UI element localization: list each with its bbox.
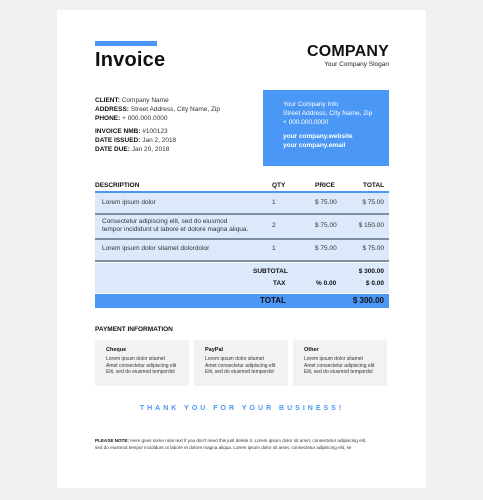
table-row: [95, 215, 389, 238]
date-due-label: DATE DUE:: [95, 146, 130, 153]
company-email: your company.email: [283, 142, 346, 149]
address-value: Street Address, City Name, Zip: [130, 106, 220, 113]
invoice-title: Invoice: [95, 49, 166, 71]
note-label: PLEASE NOTE:: [95, 438, 129, 443]
total-bar: [95, 294, 389, 308]
title-accent-bar: [95, 41, 157, 46]
payment-heading: PAYMENT INFORMATION: [95, 326, 173, 333]
subtotal-label: SUBTOTAL: [253, 268, 288, 275]
payment-card-paypal: [194, 340, 288, 386]
table-row: [95, 240, 389, 260]
phone-value: + 000.000.0000: [122, 115, 168, 122]
thank-you-message: THANK YOU FOR YOUR BUSINESS!: [139, 405, 345, 412]
company-website: your company.website: [283, 133, 353, 140]
client-details: [95, 96, 220, 154]
note-block: [95, 438, 391, 451]
table-row: [95, 193, 389, 213]
row-qty: 1: [272, 245, 276, 252]
company-info-box: [263, 90, 389, 166]
company-name: COMPANY: [307, 43, 389, 60]
payment-card-line: Elit, sed do eiusmod tempordol: [106, 369, 175, 375]
row-description: Lorem ipsum dolor sitamet dolordolor: [102, 245, 210, 252]
row-total: $ 150.00: [358, 222, 384, 229]
row-description-line1: Consectetur adipiscing elit, sed do eiusmod: [102, 218, 228, 225]
row-description: [102, 218, 248, 234]
col-header-qty: QTY: [272, 182, 286, 189]
phone-label: PHONE:: [95, 115, 121, 122]
invoice-number-value: #100123: [142, 128, 168, 135]
payment-card-line: Elit, sed do eiusmod tempordol: [205, 369, 274, 375]
payment-card-title: Cheque: [106, 347, 127, 353]
payment-card-line: Lorem ipsum dolor sitamet: [205, 356, 264, 362]
company-phone-line: + 000.000.0000: [283, 119, 329, 126]
row-price: $ 75.00: [315, 222, 337, 229]
subtotal-value: $ 300.00: [358, 268, 384, 275]
payment-card-line: Lorem ipsum dolor sitamet: [106, 356, 165, 362]
payment-card-line: Amet consectetur adipiscing elit: [106, 362, 177, 369]
company-slogan: Your Company Slogan: [324, 61, 389, 68]
date-issued-value: Jan 2, 2018: [142, 137, 177, 144]
payment-card-line: Elit, sed do eiusmod tempordol: [304, 369, 373, 375]
client-label: CLIENT:: [95, 97, 120, 104]
row-description: Lorem ipsum dolor: [102, 199, 156, 206]
client-value: Company Name: [121, 97, 169, 104]
payment-card-other: [293, 340, 387, 386]
tax-label: TAX: [273, 280, 286, 287]
date-due-value: Jan 20, 2018: [131, 146, 170, 153]
col-header-description: DESCRIPTION: [95, 182, 140, 189]
col-header-price: PRICE: [315, 182, 335, 189]
subtotal-block: [95, 263, 389, 293]
payment-card-title: PayPal: [205, 347, 224, 353]
row-total: $ 75.00: [362, 245, 384, 252]
invoice-page: [57, 10, 426, 488]
row-price: $ 75.00: [315, 245, 337, 252]
company-address-line: Street Address, City Name, Zip: [283, 110, 373, 117]
col-header-total: TOTAL: [363, 182, 385, 189]
note-text-line2: sed do eiusmod tempor incididunt ut labore et dolore magna aliqua. Lorem ipsum dolor sit amet, consectetur adipiscing elit, se: [95, 444, 352, 450]
total-label: TOTAL: [260, 296, 286, 305]
row-divider: [95, 260, 389, 262]
company-info-line: Your Company Info: [283, 101, 339, 108]
tax-rate: % 0.00: [316, 280, 337, 287]
note-text-line1: Here goes some note text if you don't need this just delete it. Lorem ipsum dolor sit amet, consectetur adipiscing elit,: [130, 438, 367, 443]
address-label: ADDRESS:: [95, 106, 129, 113]
date-issued-label: DATE ISSUED:: [95, 137, 141, 144]
row-qty: 2: [272, 222, 276, 229]
total-value: $ 300.00: [352, 296, 384, 305]
row-total: $ 75.00: [362, 199, 384, 206]
row-price: $ 75.00: [315, 199, 337, 206]
payment-card-title: Other: [304, 347, 319, 353]
row-description-line2: tempor incididunt ut labore et dolore magna aliqua.: [102, 226, 249, 233]
company-block: [307, 43, 389, 69]
payment-card-cheque: [95, 340, 189, 386]
invoice-number-label: INVOICE NMB:: [95, 128, 141, 135]
payment-card-line: Amet consectetur adipiscing elit: [304, 362, 375, 369]
payment-card-line: Lorem ipsum dolor sitamet: [304, 356, 363, 362]
tax-value: $ 0.00: [365, 280, 384, 287]
payment-card-line: Amet consectetur adipiscing elit: [205, 362, 276, 369]
row-qty: 1: [272, 199, 276, 206]
